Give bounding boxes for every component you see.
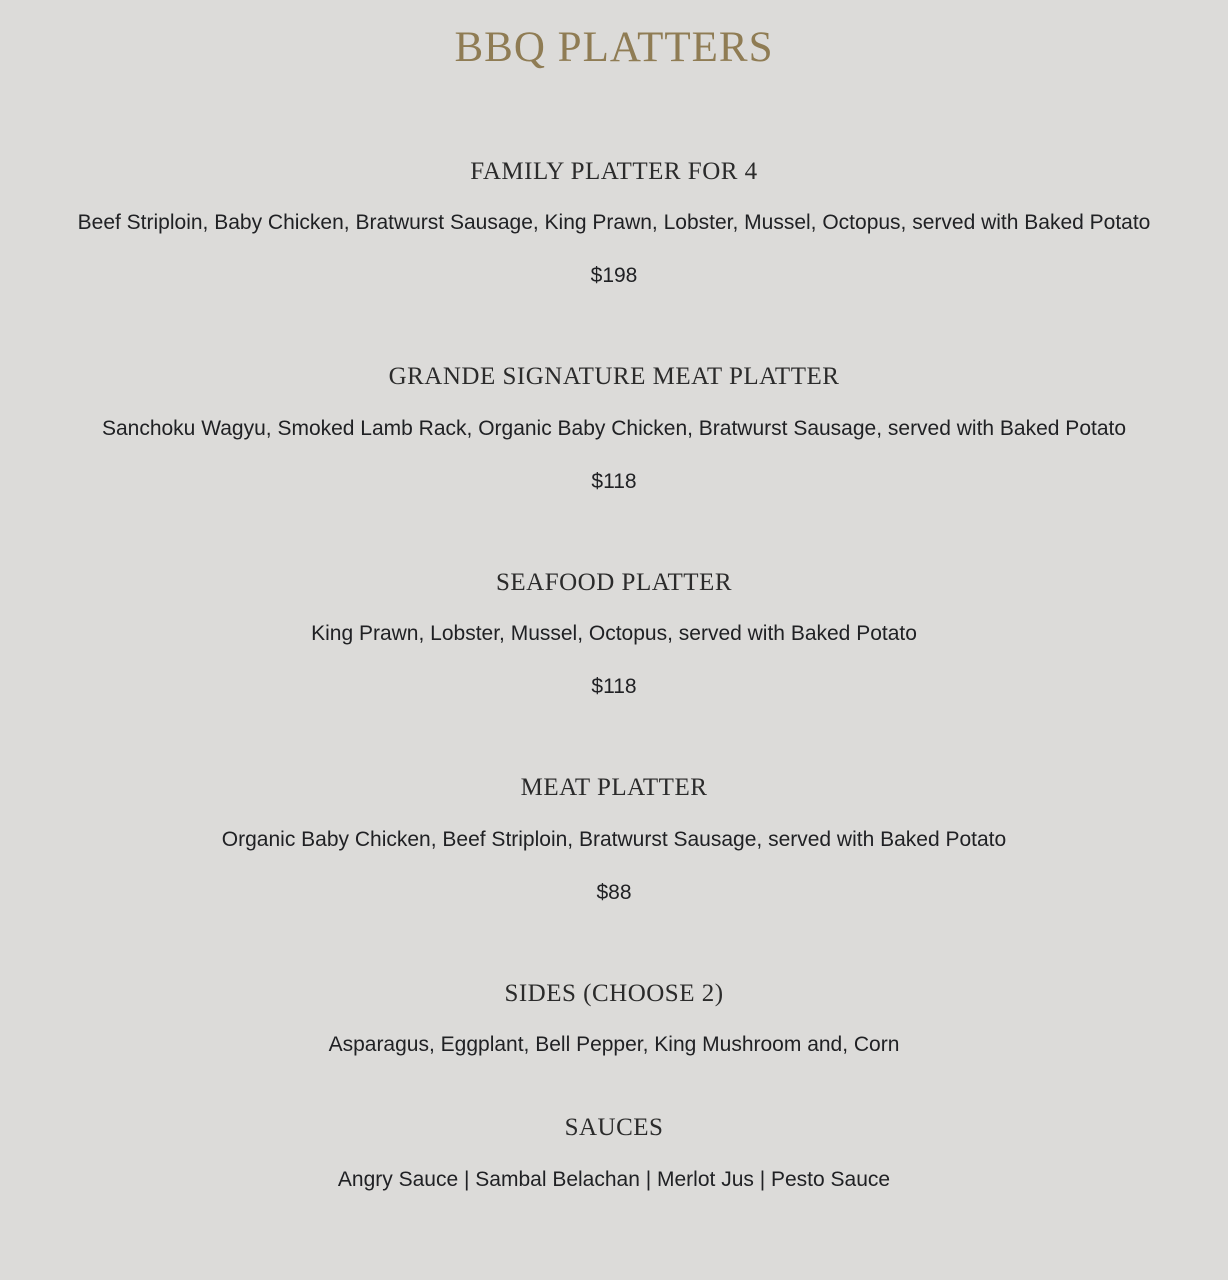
menu-section-sides	[34, 978, 1194, 1067]
section-heading: SIDES (CHOOSE 2)	[504, 979, 724, 1007]
section-heading: GRANDE SIGNATURE MEAT PLATTER	[388, 363, 840, 391]
section-heading: SEAFOOD PLATTER	[496, 568, 732, 596]
menu-section-family-platter	[34, 156, 1194, 298]
menu-section-grande-signature	[34, 361, 1194, 503]
section-description: Asparagus, Eggplant, Bell Pepper, King Mushroom and, Corn	[328, 1033, 900, 1057]
section-description: Organic Baby Chicken, Beef Striploin, Bratwurst Sausage, served with Baked Potato	[221, 827, 1007, 851]
section-price: $118	[591, 675, 637, 699]
section-price: $198	[590, 264, 638, 288]
section-description: Angry Sauce | Sambal Belachan | Merlot Jus | Pesto Sauce	[337, 1167, 891, 1191]
section-description: Sanchoku Wagyu, Smoked Lamb Rack, Organic Baby Chicken, Bratwurst Sausage, served with Baked Potato	[101, 416, 1127, 440]
menu-section-sauces	[34, 1112, 1194, 1201]
section-description: Beef Striploin, Baby Chicken, Bratwurst Sausage, King Prawn, Lobster, Mussel, Octopus, served with Baked Potato	[77, 211, 1151, 235]
section-heading: FAMILY PLATTER FOR 4	[470, 157, 758, 185]
page-title: BBQ PLATTERS	[454, 24, 774, 71]
section-heading: SAUCES	[564, 1114, 664, 1142]
menu-section-seafood-platter	[34, 567, 1194, 709]
menu-section-meat-platter	[34, 772, 1194, 914]
section-heading: MEAT PLATTER	[520, 774, 708, 802]
section-price: $118	[591, 469, 637, 493]
section-price: $88	[596, 880, 632, 904]
section-description: King Prawn, Lobster, Mussel, Octopus, served with Baked Potato	[311, 622, 917, 646]
